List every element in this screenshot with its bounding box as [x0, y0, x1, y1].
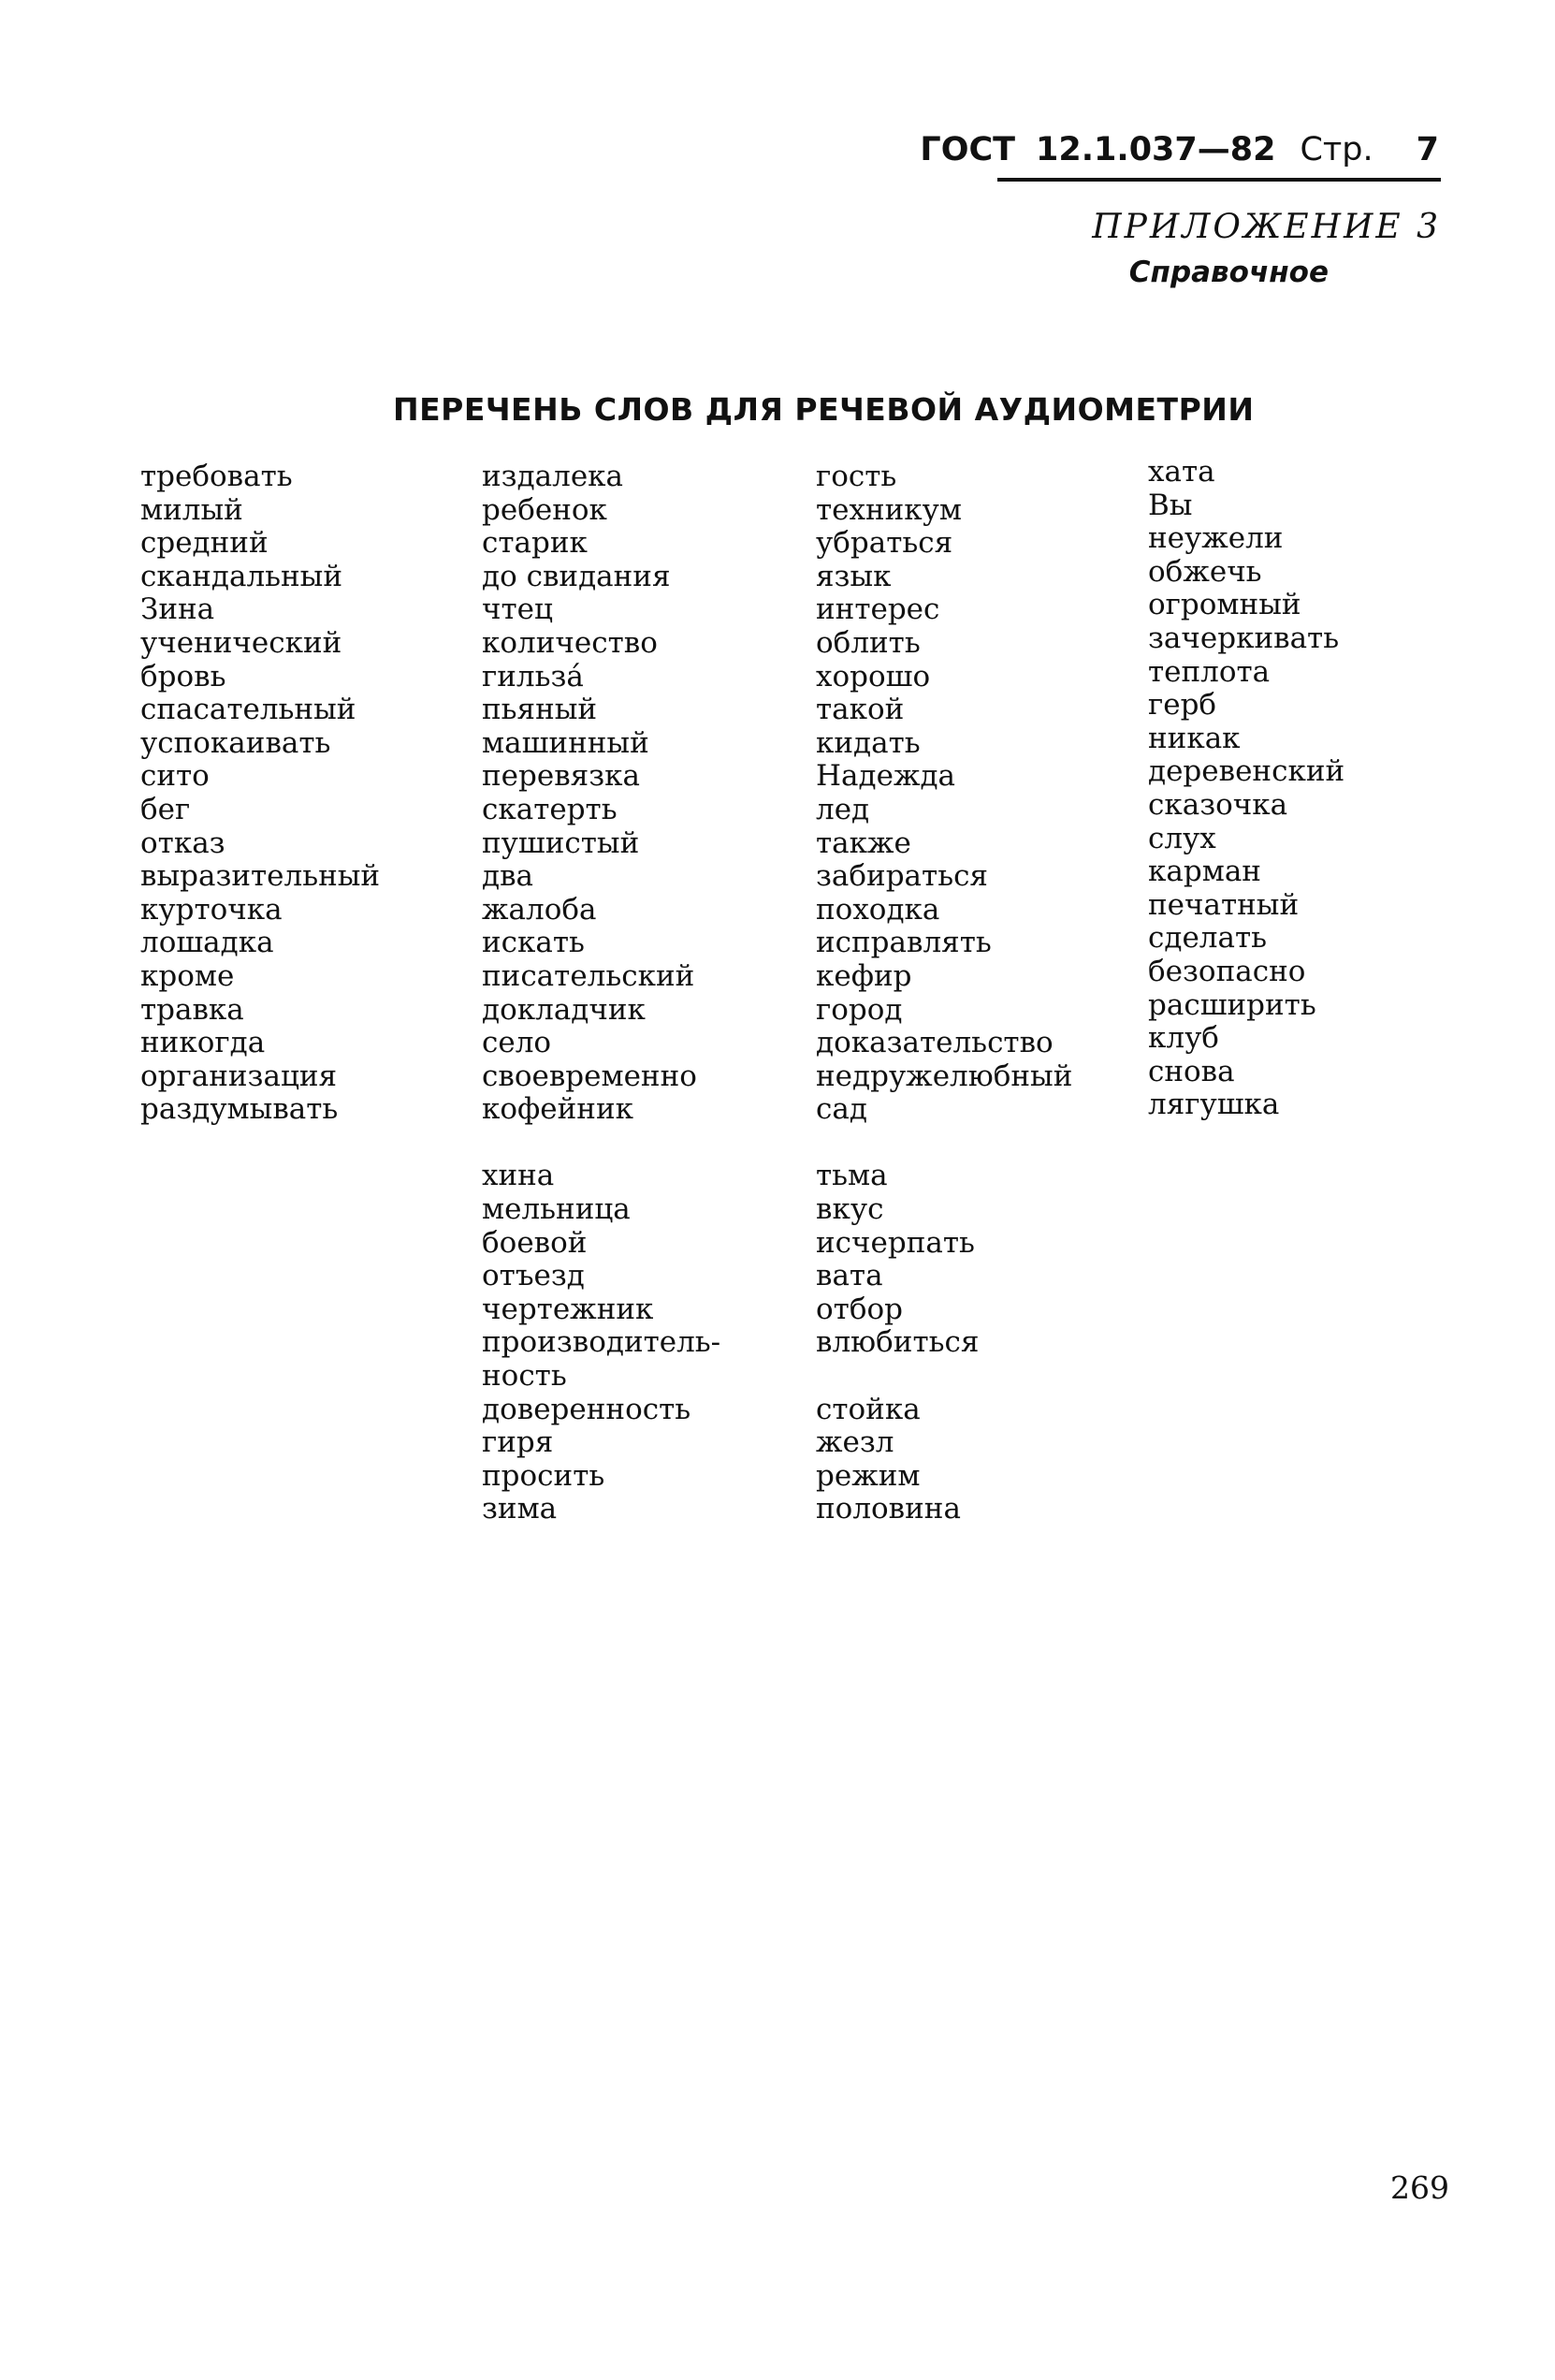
- word-item: убраться: [816, 526, 953, 561]
- word-item: стойка: [816, 1392, 921, 1426]
- word-item: успокаивать: [140, 725, 331, 760]
- word-item: сад: [816, 1092, 867, 1127]
- word-item: сито: [140, 759, 210, 794]
- word-item: чертежник: [482, 1292, 654, 1326]
- word-item: докладчик: [482, 992, 646, 1027]
- word-item: лягушка: [1148, 1088, 1280, 1122]
- word-item: спасательный: [140, 693, 356, 727]
- word-item: Зина: [140, 592, 215, 627]
- word-item: доверенность: [482, 1392, 691, 1426]
- word-item: походка: [816, 892, 940, 927]
- word-item: кефир: [816, 958, 912, 993]
- word-item: влюбиться: [816, 1325, 980, 1360]
- word-item: такой: [816, 693, 905, 727]
- word-item: безопасно: [1148, 954, 1306, 988]
- word-item: чтец: [482, 592, 553, 627]
- word-item: лед: [816, 792, 870, 826]
- word-item: тьма: [816, 1159, 888, 1193]
- word-item: гость: [816, 460, 897, 493]
- word-item: Надежда: [816, 759, 956, 794]
- word-item: до свидания: [482, 559, 671, 593]
- word-item: исчерпать: [816, 1225, 975, 1260]
- word-item: режим: [816, 1458, 921, 1493]
- word-item: гильза́: [482, 659, 584, 694]
- word-item: кидать: [816, 725, 921, 760]
- word-item: герб: [1148, 688, 1217, 723]
- word-item: издалека: [482, 460, 624, 493]
- word-item: гиря: [482, 1425, 554, 1460]
- word-item: количество: [482, 625, 658, 660]
- word-item: неужели: [1148, 521, 1284, 556]
- word-item: старик: [482, 526, 588, 561]
- word-item: искать: [482, 926, 585, 960]
- word-item: доказательство: [816, 1026, 1054, 1060]
- word-item: снова: [1148, 1054, 1235, 1088]
- word-item: также: [816, 825, 911, 860]
- word-item: средний: [140, 526, 269, 561]
- word-item: отъезд: [482, 1259, 585, 1293]
- word-item: пушистый: [482, 825, 640, 860]
- word-item: лошадка: [140, 926, 274, 960]
- word-column-4: [1148, 456, 1457, 1122]
- word-item: травка: [140, 992, 244, 1027]
- word-item: хорошо: [816, 659, 931, 694]
- word-item: перевязка: [482, 759, 640, 794]
- word-item: зачеркивать: [1148, 621, 1340, 655]
- word-item: ребенок: [482, 492, 607, 527]
- word-item: язык: [816, 559, 892, 593]
- word-item: теплота: [1148, 654, 1271, 689]
- word-item: мельница: [482, 1192, 631, 1227]
- word-item: интерес: [816, 592, 940, 627]
- word-item: бег: [140, 792, 191, 826]
- word-column-1: [140, 460, 449, 1127]
- word-item: кроме: [140, 958, 235, 993]
- page-number: 269: [1390, 2169, 1449, 2206]
- standard-number: 12.1.037—82: [1036, 131, 1276, 168]
- word-item: техникум: [816, 492, 963, 527]
- word-item: Вы: [1148, 488, 1193, 522]
- word-item: производитель-: [482, 1325, 721, 1360]
- appendix-title: ПРИЛОЖЕНИЕ 3: [1092, 208, 1441, 246]
- header-rule: [997, 178, 1441, 182]
- word-item: вкус: [816, 1192, 884, 1227]
- word-item: недружелюбный: [816, 1059, 1073, 1093]
- word-item: сделать: [1148, 921, 1267, 956]
- appendix-subtitle: Справочное: [1128, 256, 1329, 289]
- standard-label: ГОСТ: [920, 131, 1016, 168]
- word-item: вата: [816, 1259, 883, 1293]
- word-item: клуб: [1148, 1021, 1219, 1056]
- word-item: карман: [1148, 854, 1261, 889]
- word-item: просить: [482, 1458, 605, 1493]
- word-item: жалоба: [482, 892, 597, 927]
- word-item: зима: [482, 1492, 558, 1526]
- word-item: курточка: [140, 892, 283, 927]
- word-column-2: [482, 460, 791, 1526]
- word-item: половина: [816, 1492, 961, 1526]
- word-item: отказ: [140, 825, 225, 860]
- word-item: своевременно: [482, 1059, 697, 1093]
- word-item: огромный: [1148, 588, 1301, 622]
- header-page-label: Стр.: [1300, 131, 1373, 168]
- word-item: организация: [140, 1059, 338, 1093]
- word-item: никак: [1148, 721, 1241, 755]
- word-item: слух: [1148, 821, 1216, 855]
- word-item: писательский: [482, 958, 695, 993]
- word-item: хата: [1148, 455, 1215, 489]
- word-item: требовать: [140, 460, 293, 493]
- word-item: облить: [816, 625, 921, 660]
- page-title: ПЕРЕЧЕНЬ СЛОВ ДЛЯ РЕЧЕВОЙ АУДИОМЕТРИИ: [393, 391, 1255, 428]
- word-item: раздумывать: [140, 1092, 339, 1127]
- word-item: кофейник: [482, 1092, 634, 1127]
- word-item: исправлять: [816, 926, 992, 960]
- word-item: два: [482, 859, 534, 894]
- word-item: милый: [140, 492, 243, 527]
- word-item: село: [482, 1026, 552, 1060]
- word-item: ность: [482, 1359, 567, 1394]
- word-item: скатерть: [482, 792, 618, 826]
- word-item: расширить: [1148, 987, 1316, 1022]
- word-item: деревенский: [1148, 754, 1345, 789]
- word-item: ученический: [140, 625, 342, 660]
- word-item: скандальный: [140, 559, 343, 593]
- word-item: никогда: [140, 1026, 266, 1060]
- word-item: город: [816, 992, 903, 1027]
- word-item: забираться: [816, 859, 988, 894]
- word-item: сказочка: [1148, 787, 1288, 822]
- word-item: хина: [482, 1159, 555, 1193]
- word-item: машинный: [482, 725, 649, 760]
- running-header: [920, 131, 1439, 168]
- word-item: бровь: [140, 659, 226, 694]
- word-item: обжечь: [1148, 554, 1262, 589]
- word-item: печатный: [1148, 887, 1300, 922]
- word-item: выразительный: [140, 859, 381, 894]
- word-item: боевой: [482, 1225, 588, 1260]
- word-item: жезл: [816, 1425, 894, 1460]
- word-item: отбор: [816, 1292, 903, 1326]
- header-page-number: 7: [1416, 131, 1439, 168]
- word-item: пьяный: [482, 693, 598, 727]
- word-column-3: [816, 460, 1125, 1526]
